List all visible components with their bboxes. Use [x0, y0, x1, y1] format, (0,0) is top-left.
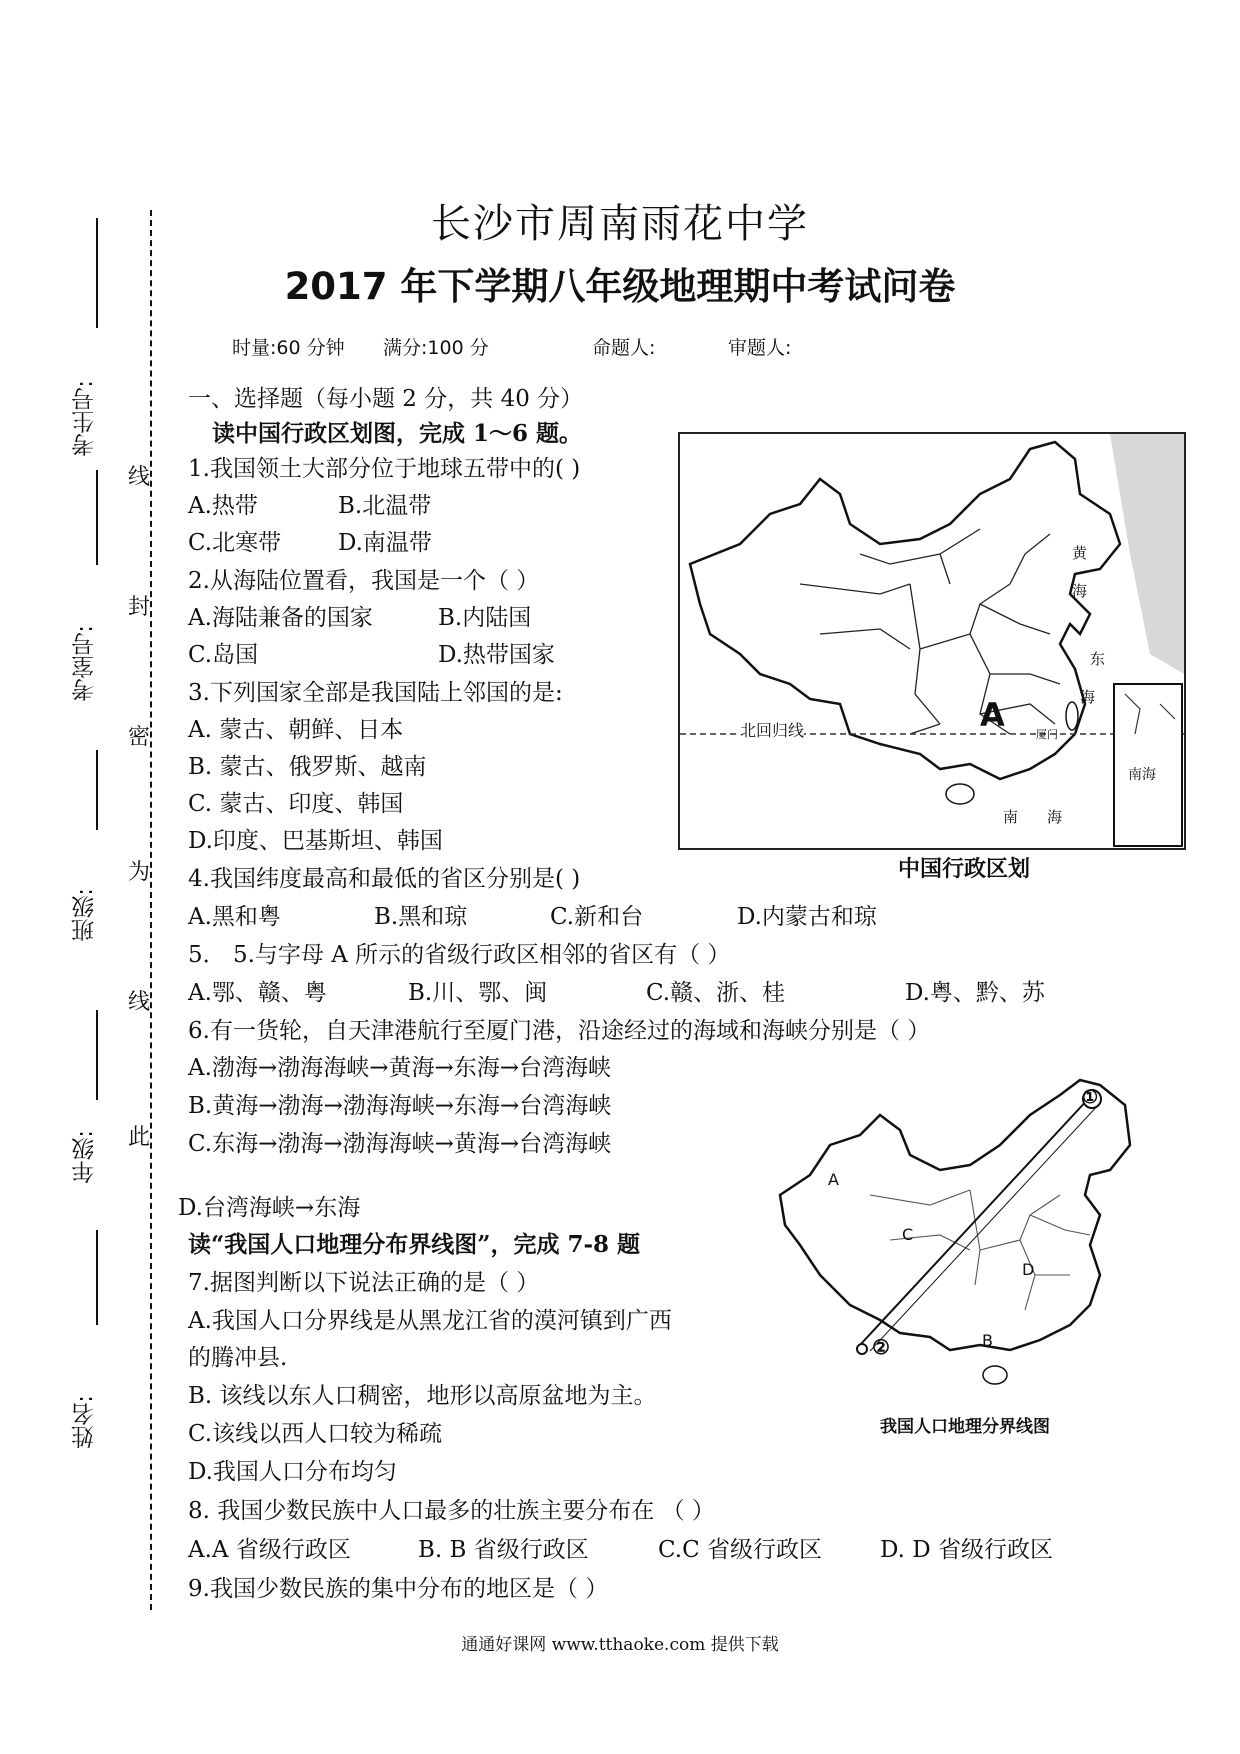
- binding-line-2: [96, 470, 98, 565]
- map1-sea-label: 东: [1090, 650, 1106, 668]
- footer-text: 通通好课网 www.tthaoke.com 提供下载: [461, 1635, 779, 1655]
- question-1: 1.我国领土大部分位于地球五带中的( ): [188, 456, 581, 482]
- q7-option-d: D.我国人口分布均匀: [188, 1459, 397, 1485]
- q6-option-d: D.台湾海峡→东海: [178, 1195, 361, 1221]
- map2-caption: 我国人口地理分界线图: [880, 1417, 1050, 1437]
- exam-time: 时量:60 分钟: [232, 337, 345, 359]
- q1-option-b: B.北温带: [338, 493, 432, 519]
- china-admin-map: [678, 432, 1186, 850]
- map1-sea-label: 黄: [1072, 544, 1088, 562]
- question-3: 3.下列国家全部是我国陆上邻国的是:: [188, 680, 563, 706]
- q1-option-d: D.南温带: [338, 530, 432, 556]
- map2-intro: 读“我国人口地理分布界线图”，完成 7-8 题: [188, 1231, 641, 1258]
- map1-city-label: 厦门: [1036, 728, 1058, 741]
- seal-char: 封: [128, 590, 150, 621]
- question-9: 9.我国少数民族的集中分布的地区是（ ）: [188, 1576, 609, 1602]
- exam-title: 2017 年下学期八年级地理期中考试问卷: [284, 265, 956, 308]
- china-admin-map-drawing: [680, 434, 1184, 848]
- q8-option-d: D. D 省级行政区: [880, 1537, 1053, 1563]
- map1-inset-label: 南海: [1128, 767, 1156, 783]
- map2-region-label: A: [828, 1170, 839, 1189]
- q7-option-a: A.我国人口分界线是从黑龙江省的漠河镇到广西: [188, 1308, 672, 1334]
- exam-author: 命题人:: [592, 337, 656, 359]
- field-name: 姓名:: [72, 1395, 98, 1449]
- q6-option-b: B.黄海→渤海→渤海海峡→东海→台湾海峡: [188, 1093, 612, 1119]
- section-heading: 一、选择题（每小题 2 分，共 40 分）: [188, 386, 584, 412]
- q4-option-a: A.黑和粤: [188, 904, 281, 930]
- binding-line-5: [96, 1230, 98, 1325]
- q5-option-d: D.粤、黔、苏: [905, 980, 1045, 1006]
- seal-char: 线: [128, 985, 150, 1016]
- map2-point-2: ②: [872, 1335, 890, 1359]
- q3-option-b: B. 蒙古、俄罗斯、越南: [188, 754, 427, 780]
- q2-option-c: C.岛国: [188, 642, 259, 668]
- exam-reviewer: 审题人:: [728, 337, 792, 359]
- q7-option-a-cont: 的腾冲县.: [188, 1345, 288, 1371]
- q1-option-a: A.热带: [188, 493, 258, 519]
- binding-line-4: [96, 1010, 98, 1100]
- q8-option-c: C.C 省级行政区: [658, 1537, 822, 1563]
- seal-char: 为: [128, 855, 150, 886]
- q5-option-c: C.赣、浙、桂: [646, 980, 786, 1006]
- school-name: 长沙市周南雨花中学: [431, 201, 809, 247]
- q2-option-d: D.热带国家: [438, 642, 555, 668]
- q4-option-d: D.内蒙古和琼: [737, 904, 877, 930]
- q2-option-b: B.内陆国: [438, 605, 532, 631]
- field-grade: 年级:: [72, 1130, 98, 1184]
- question-5: 5． 5.与字母 A 所示的省级行政区相邻的省区有（ ）: [188, 942, 731, 968]
- map1-sea-label: 海: [1072, 582, 1088, 600]
- q2-option-a: A.海陆兼备的国家: [188, 605, 373, 631]
- exam-score: 满分:100 分: [383, 337, 489, 359]
- q8-option-a: A.A 省级行政区: [188, 1537, 351, 1563]
- map1-marker-a: A: [980, 696, 1005, 734]
- question-4: 4.我国纬度最高和最低的省区分别是( ): [188, 866, 581, 892]
- q3-option-c: C. 蒙古、印度、韩国: [188, 791, 404, 817]
- q3-option-a: A. 蒙古、朝鲜、日本: [188, 717, 404, 743]
- map1-tropic-label: 北回归线: [740, 718, 804, 741]
- question-8: 8. 我国少数民族中人口最多的壮族主要分布在 （ ）: [188, 1498, 715, 1524]
- map1-sea-label: 海: [1080, 688, 1096, 706]
- question-7: 7.据图判断以下说法正确的是（ ）: [188, 1270, 540, 1296]
- q7-option-c: C.该线以西人口较为稀疏: [188, 1421, 443, 1447]
- seal-char: 此: [128, 1120, 150, 1151]
- map1-intro: 读中国行政区划图，完成 1～6 题。: [212, 420, 583, 447]
- map1-caption: 中国行政区划: [898, 857, 1031, 882]
- q6-option-a: A.渤海→渤海海峡→黄海→东海→台湾海峡: [188, 1055, 612, 1081]
- q4-option-c: C.新和台: [550, 904, 644, 930]
- q1-option-c: C.北寒带: [188, 530, 282, 556]
- map2-region-label: B: [982, 1331, 993, 1350]
- seal-dashed-line: [150, 210, 152, 1610]
- seal-char: 线: [128, 460, 150, 491]
- q5-option-b: B.川、鄂、闽: [408, 980, 548, 1006]
- q5-option-a: A.鄂、赣、粤: [188, 980, 327, 1006]
- question-2: 2.从海陆位置看，我国是一个（ ）: [188, 568, 540, 594]
- q8-option-b: B. B 省级行政区: [418, 1537, 589, 1563]
- map1-sea-label: 海: [1047, 808, 1063, 826]
- field-room-number: 考室号:: [72, 625, 98, 702]
- q6-option-c: C.东海→渤海→渤海海峡→黄海→台湾海峡: [188, 1131, 612, 1157]
- field-class: 班级:: [72, 888, 98, 942]
- question-6: 6.有一货轮，自天津港航行至厦门港，沿途经过的海域和海峡分别是（ ）: [188, 1018, 931, 1044]
- map2-region-label: C: [902, 1225, 914, 1244]
- q4-option-b: B.黑和琼: [374, 904, 468, 930]
- map2-region-label: D: [1022, 1260, 1035, 1279]
- population-line-map: [770, 1075, 1150, 1405]
- q7-option-b: B. 该线以东人口稠密，地形以高原盆地为主。: [188, 1383, 657, 1409]
- field-exam-number: 考生号:: [72, 380, 98, 457]
- binding-line-3: [96, 750, 98, 830]
- seal-char: 密: [128, 720, 150, 751]
- map2-point-1: ①: [1082, 1087, 1099, 1108]
- q3-option-d: D.印度、巴基斯坦、韩国: [188, 828, 443, 854]
- map1-sea-label: 南: [1003, 808, 1019, 826]
- population-line-map-drawing: [770, 1075, 1150, 1405]
